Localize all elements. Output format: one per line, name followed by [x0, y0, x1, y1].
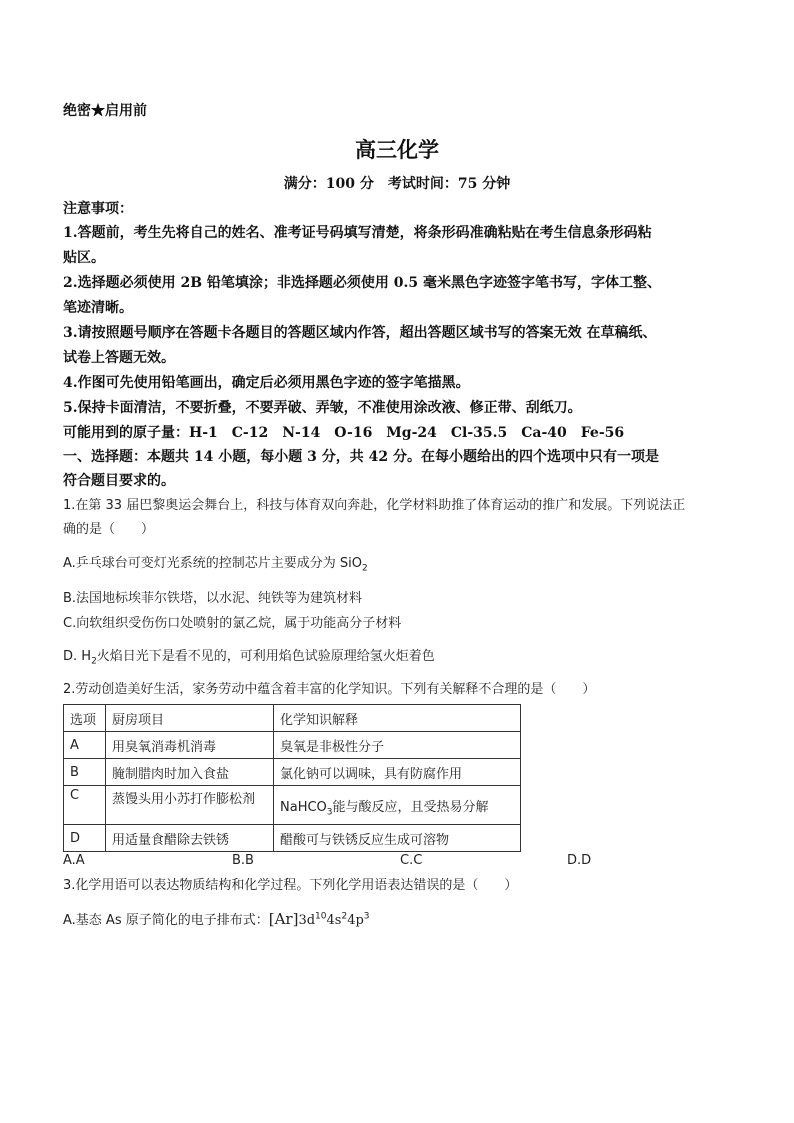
table-cell: C [64, 786, 106, 825]
q2-table [63, 704, 521, 852]
table-cell: 氯化钠可以调味，具有防腐作用 [274, 759, 521, 786]
q2-option-d: D.D [567, 853, 592, 868]
table-header-row [64, 705, 521, 732]
section-heading-cont: 符合题目要求的。 [63, 473, 175, 489]
q1-option-a-sub: 2 [362, 563, 368, 574]
q2-option-a: A.A [63, 853, 85, 868]
table-cell: 臭氧是非极性分子 [274, 732, 521, 759]
explanation-text: 能与酸反应，且受热易分解 [332, 799, 489, 815]
notice-item: 2.选择题必须使用 2B 铅笔填涂；非选择题必须使用 0.5 毫米黑色字迹签字笔书写，字体工整、 [63, 275, 662, 291]
notice-item: 3.请按照题号顺序在答题卡各题目的答题区域内作答，超出答题区域书写的答案无效 在草稿纸、 [63, 325, 657, 341]
table-cell: B [64, 759, 106, 786]
electron-config-4p-sup: 3 [363, 911, 370, 922]
electron-config-3d-sup: 10 [315, 911, 327, 922]
table-cell: 醋酸可与铁锈反应生成可溶物 [274, 825, 521, 852]
table-row [64, 732, 521, 759]
table-row [64, 786, 521, 825]
q1-option-c: C.向软组织受伤伤口处喷射的氯乙烷，属于功能高分子材料 [63, 616, 402, 631]
table-row [64, 759, 521, 786]
table-header-cell: 厨房项目 [106, 705, 274, 732]
table-header-cell: 化学知识解释 [274, 705, 521, 732]
q3-stem: 3.化学用语可以表达物质结构和化学过程。下列化学用语表达错误的是（ ） [63, 878, 518, 893]
q1-option-a [63, 552, 738, 576]
notice-item: 笔迹清晰。 [63, 300, 133, 316]
atomic-masses: 可能用到的原子量：H-1 C-12 N-14 O-16 Mg-24 Cl-35.5 Ca-40 Fe-56 [63, 425, 625, 441]
notice-item: 4.作图可先使用铅笔画出，确定后必须用黑色字迹的签字笔描黑。 [63, 375, 470, 391]
q3-option-a-text: A.基态 As 原子简化的电子排布式： [63, 913, 269, 928]
notice-item: 5.保持卡面清洁，不要折叠，不要弄破、弄皱，不准使用涂改液、修正带、刮纸刀。 [63, 400, 582, 416]
q2-option-c: C.C [400, 853, 423, 868]
q1-option-a-text: A.乒乓球台可变灯光系统的控制芯片主要成分为 SiO [63, 556, 363, 571]
section-heading: 一、选择题：本题共 14 小题，每小题 3 分，共 42 分。在每小题给出的四个选项中只有一项是 [63, 449, 659, 465]
q2-stem: 2.劳动创造美好生活，家务劳动中蕴含着丰富的化学知识。下列有关解释不合理的是（ ） [63, 682, 596, 697]
q1-option-d [63, 645, 738, 669]
q1-stem: 1.在第 33 届巴黎奥运会舞台上，科技与体育双向奔赴，化学材料助推了体育运动的推广和发展。下列说法正 [63, 498, 686, 513]
notice-heading: 注意事项： [63, 201, 133, 217]
table-cell: D [64, 825, 106, 852]
table-cell: 用适量食醋除去铁锈 [106, 825, 274, 852]
q1-option-b: B.法国地标埃菲尔铁塔，以水泥、纯铁等为建筑材料 [63, 591, 363, 606]
page-title: 高三化学 [355, 137, 439, 162]
table-cell: A [64, 732, 106, 759]
electron-config-core: [Ar] [268, 910, 299, 928]
electron-config-3d: 3d [298, 913, 316, 928]
q1-option-d-sub: 2 [91, 656, 97, 667]
electron-config-4s: 4s [326, 913, 342, 928]
q2-option-b: B.B [232, 853, 254, 868]
q1-stem-cont: 确的是（ ） [63, 522, 155, 537]
q1-option-d-pre: D. H [63, 649, 92, 664]
notice-item: 试卷上答题无效。 [63, 350, 175, 366]
table-cell [274, 786, 521, 825]
table-cell: 腌制腊肉时加入食盐 [106, 759, 274, 786]
formula-sub: 3 [326, 807, 333, 818]
table-header-cell: 选项 [64, 705, 106, 732]
q1-option-d-post: 火焰日光下是看不见的，可利用焰色试验原理给氢火炬着色 [96, 649, 435, 664]
table-cell: 用臭氧消毒机消毒 [106, 732, 274, 759]
formula-text: NaHCO [280, 799, 327, 815]
table-cell: 蒸馒头用小苏打作膨松剂 [106, 786, 274, 825]
q3-option-a [63, 907, 738, 933]
notice-item: 贴区。 [63, 250, 105, 266]
notice-item: 1.答题前，考生先将自己的姓名、准考证号码填写清楚，将条形码准确粘贴在考生信息条形码粘 [63, 225, 652, 241]
electron-config-4s-sup: 2 [341, 911, 348, 922]
electron-config-4p: 4p [347, 913, 364, 928]
table-row [64, 825, 521, 852]
confidential-label: 绝密★启用前 [63, 103, 147, 119]
exam-info: 满分：100 分 考试时间：75 分钟 [283, 176, 511, 192]
